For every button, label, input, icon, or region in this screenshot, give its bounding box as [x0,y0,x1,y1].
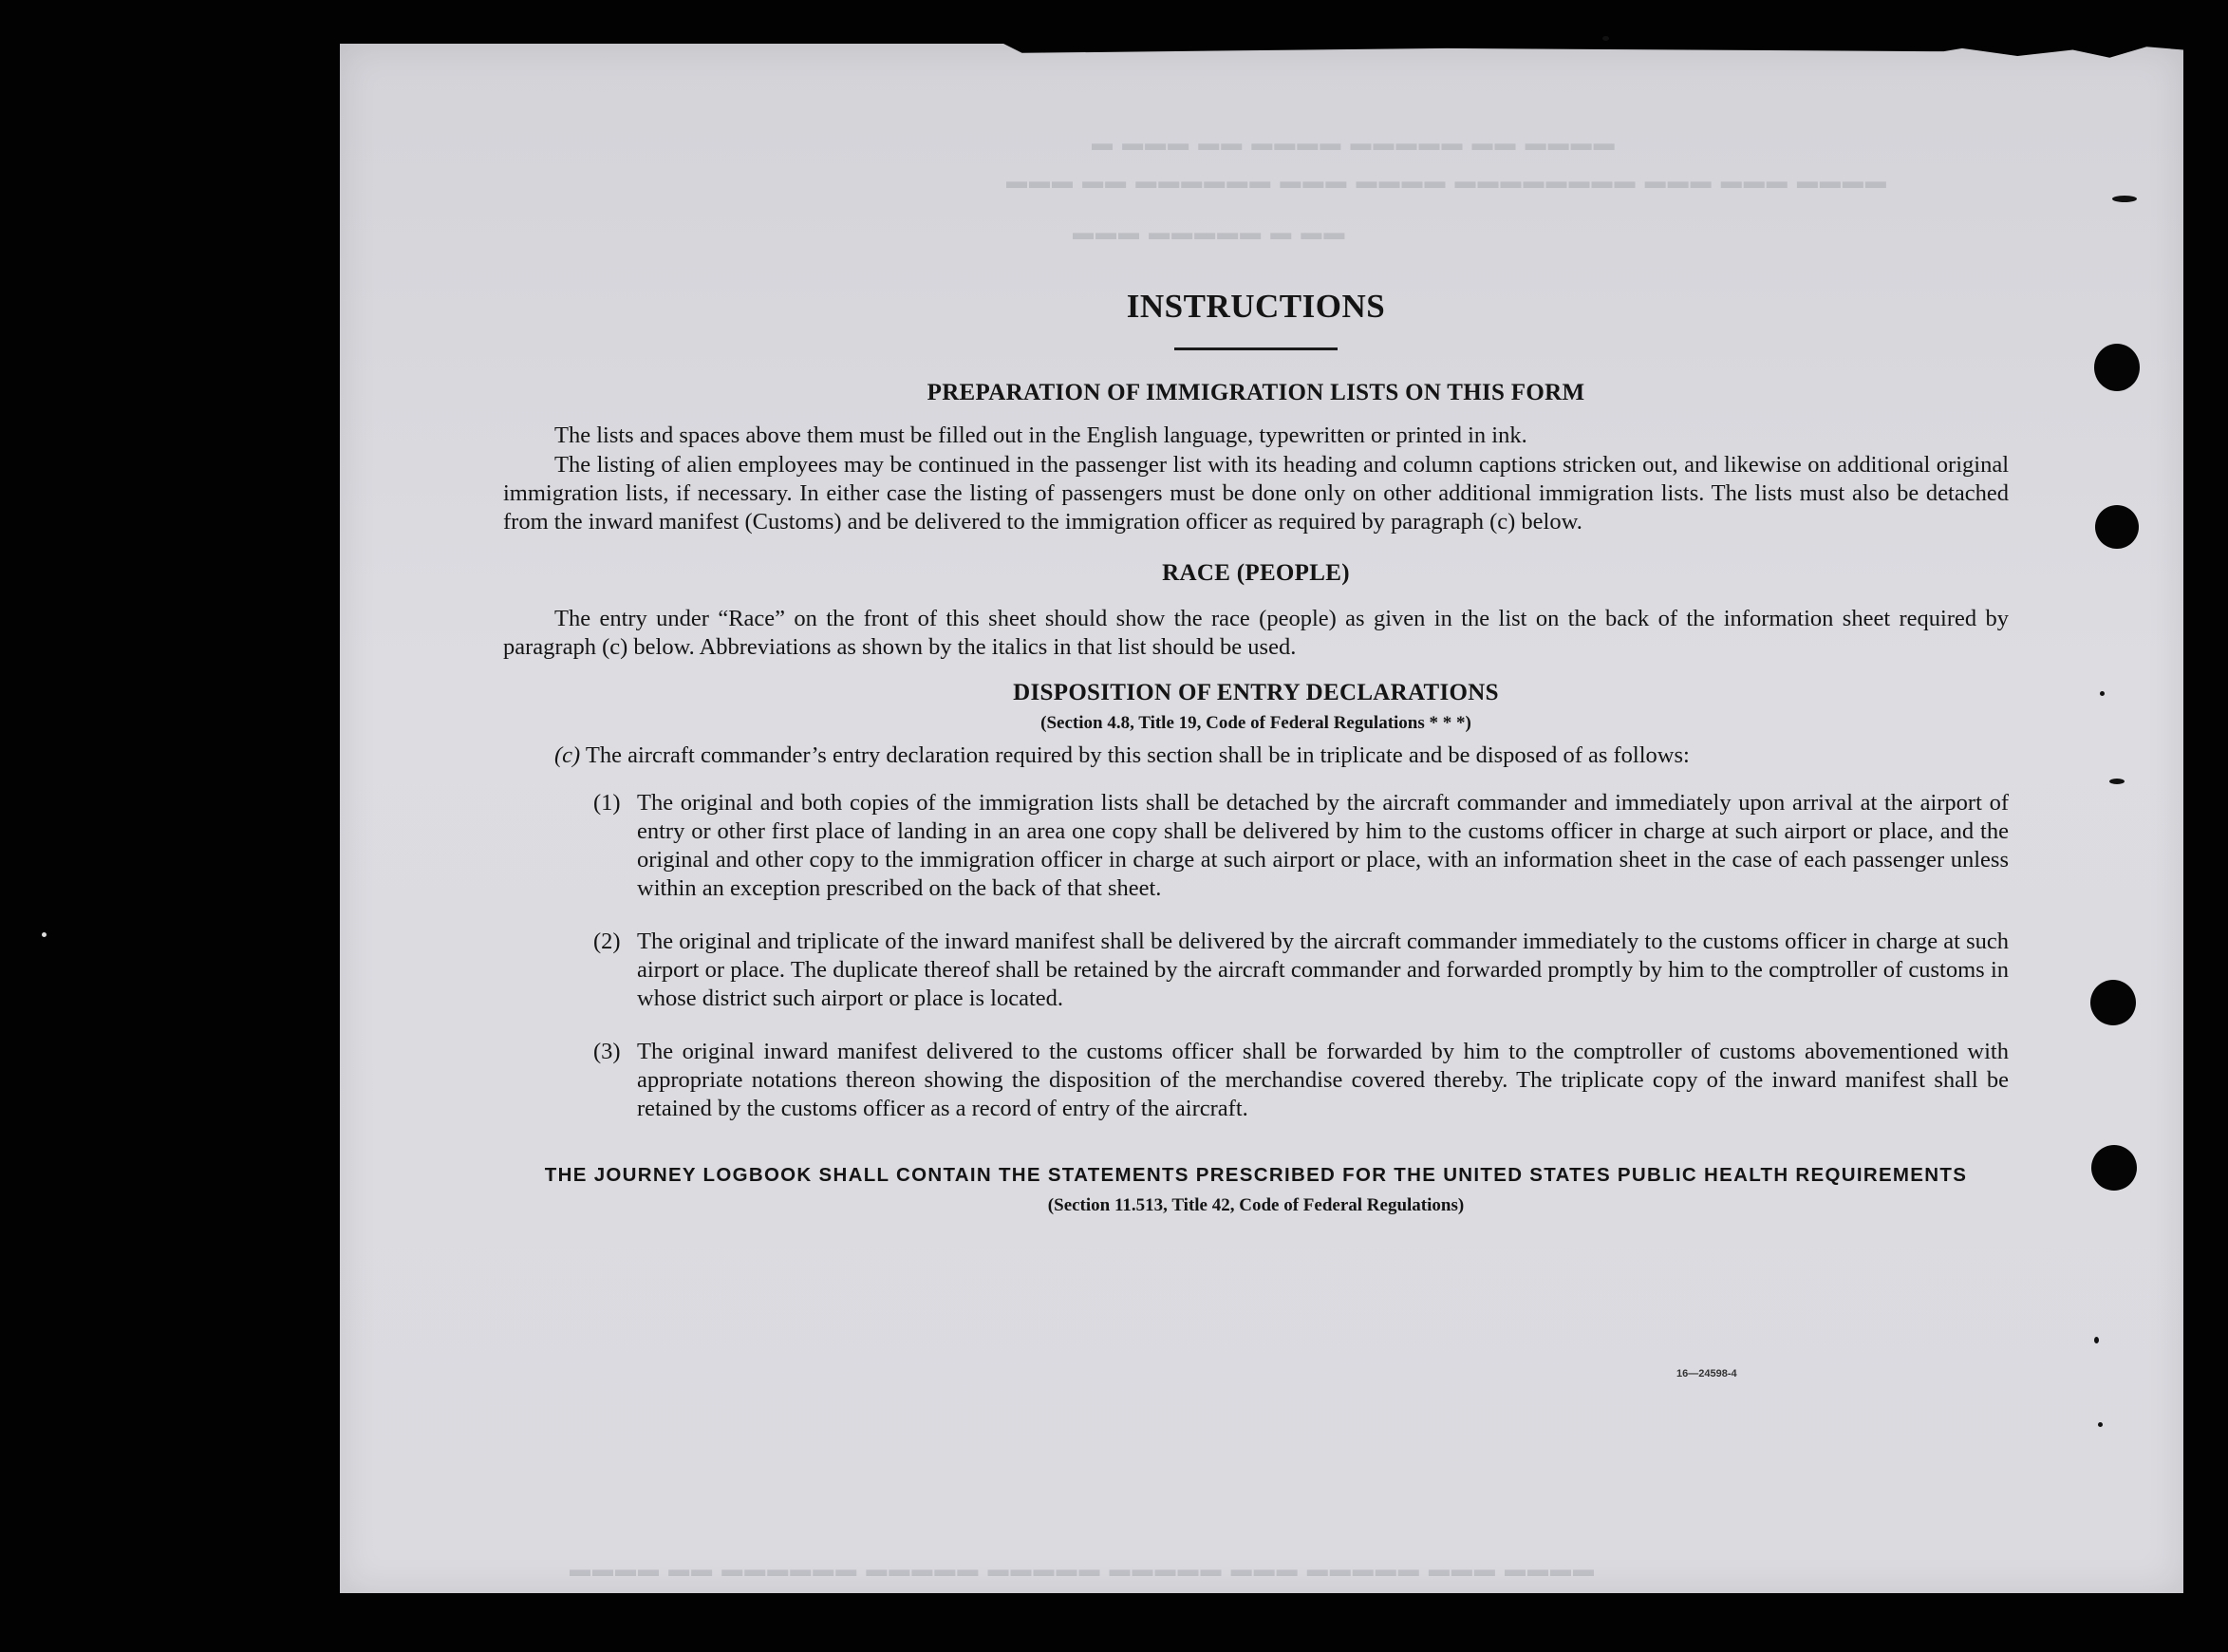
disposition-item-2 [593,928,2009,1013]
paragraph-c-text: The aircraft commander’s entry declaration required by this section shall be in triplicate and be disposed of as follows: [585,742,1690,768]
disposition-heading: DISPOSITION OF ENTRY DECLARATIONS [1013,680,1499,705]
disposition-item-1 [593,789,2009,903]
title-underline [1174,347,1338,350]
dust-speck [2112,196,2137,202]
dust-speck [42,932,47,937]
disposition-item-3 [593,1038,2009,1123]
item-number: (2) [593,929,621,954]
bleed-through-mark: ▬▬▬ ▬▬▬▬▬ ▬ ▬▬ [1073,220,1347,244]
logbook-requirement-heading: THE JOURNEY LOGBOOK SHALL CONTAIN THE STATEMENTS PRESCRIBED FOR THE UNITED STATES PUBLIC HEALTH REQUIREMENTS [544,1164,1968,1186]
bleed-through-mark: ▬▬▬▬ ▬▬ ▬▬▬▬▬▬ ▬▬▬▬▬ ▬▬▬▬▬ ▬▬▬▬▬ ▬▬▬ ▬▬▬▬▬ ▬▬▬ ▬▬▬▬ [570,1557,1597,1581]
punch-hole [2094,344,2140,391]
punch-hole [2095,505,2139,549]
paragraph-c [554,742,2009,770]
dust-speck [1602,36,1609,41]
dust-speck [2098,1422,2103,1427]
punch-hole [2090,980,2136,1025]
item-number: (3) [593,1039,621,1064]
item-text: The original and triplicate of the inward manifest shall be delivered by the aircraft commander immediately to the customs officer in charge at such airport or place. The duplicate thereof shall be retained by the aircraft commander and forwarded promptly by him to the comptroller of customs in whose district such airport or place is located. [637,929,2009,1011]
document-title: INSTRUCTIONS [1126,288,1386,325]
form-number: 16—24598-4 [1676,1368,1737,1380]
preparation-paragraph-1: The lists and spaces above them must be filled out in the English language, typewritten or printed in ink. [554,422,1527,448]
item-text: The original inward manifest delivered to the customs officer shall be forwarded by him to the comptroller of customs abovementioned with appropriate notations thereon showing the disposition of the merchandise covered thereby. The triplicate copy of the inward manifest shall be retained by the customs officer as a record of entry of the aircraft. [637,1039,2009,1121]
dust-speck [2109,779,2125,784]
paragraph-c-marker: (c) [554,742,581,768]
dust-speck [2100,691,2105,696]
bleed-through-mark: ▬ ▬▬▬ ▬▬ ▬▬▬▬ ▬▬▬▬▬ ▬▬ ▬▬▬▬ [1092,131,1617,155]
punch-hole [2091,1145,2137,1191]
instructions-document [503,285,2009,1220]
race-paragraph: The entry under “Race” on the front of this sheet should show the race (people) as given in the list on the back of the information sheet required by paragraph (c) below. Abbreviations as shown by the italics in that list should be used. [503,606,2009,660]
item-text: The original and both copies of the immigration lists shall be detached by the aircraft commander and immediately upon arrival at the airport of entry or other first place of landing in an area one copy shall be delivered by him to the customs officer in charge at such airport or place, and the original and other copy to the immigration officer in charge at such airport or place, with an information sheet in the case of each passenger unless within an exception prescribed on the back of that sheet. [637,790,2009,901]
bleed-through-mark: ▬▬▬ ▬▬ ▬▬▬▬▬▬ ▬▬▬ ▬▬▬▬ ▬▬▬▬▬▬▬▬ ▬▬▬ ▬▬▬ ▬▬▬▬ [1006,169,1888,193]
preparation-paragraph-2: The listing of alien employees may be continued in the passenger list with its heading and column captions stricken out, and likewise on additional original immigration lists, if necessary. In either case the listing of passengers must be done only on other additional immigration lists. The lists must also be detached from the inward manifest (Customs) and be delivered to the immigration officer as required by paragraph (c) below. [503,452,2009,535]
disposition-citation: (Section 4.8, Title 19, Code of Federal Regulations * * *) [1040,713,1471,733]
race-heading: RACE (PEOPLE) [1162,560,1350,586]
dust-speck [2094,1337,2099,1343]
logbook-requirement-citation: (Section 11.513, Title 42, Code of Federal Regulations) [1047,1195,1465,1215]
preparation-heading: PREPARATION OF IMMIGRATION LISTS ON THIS FORM [927,380,1585,405]
item-number: (1) [593,790,621,816]
